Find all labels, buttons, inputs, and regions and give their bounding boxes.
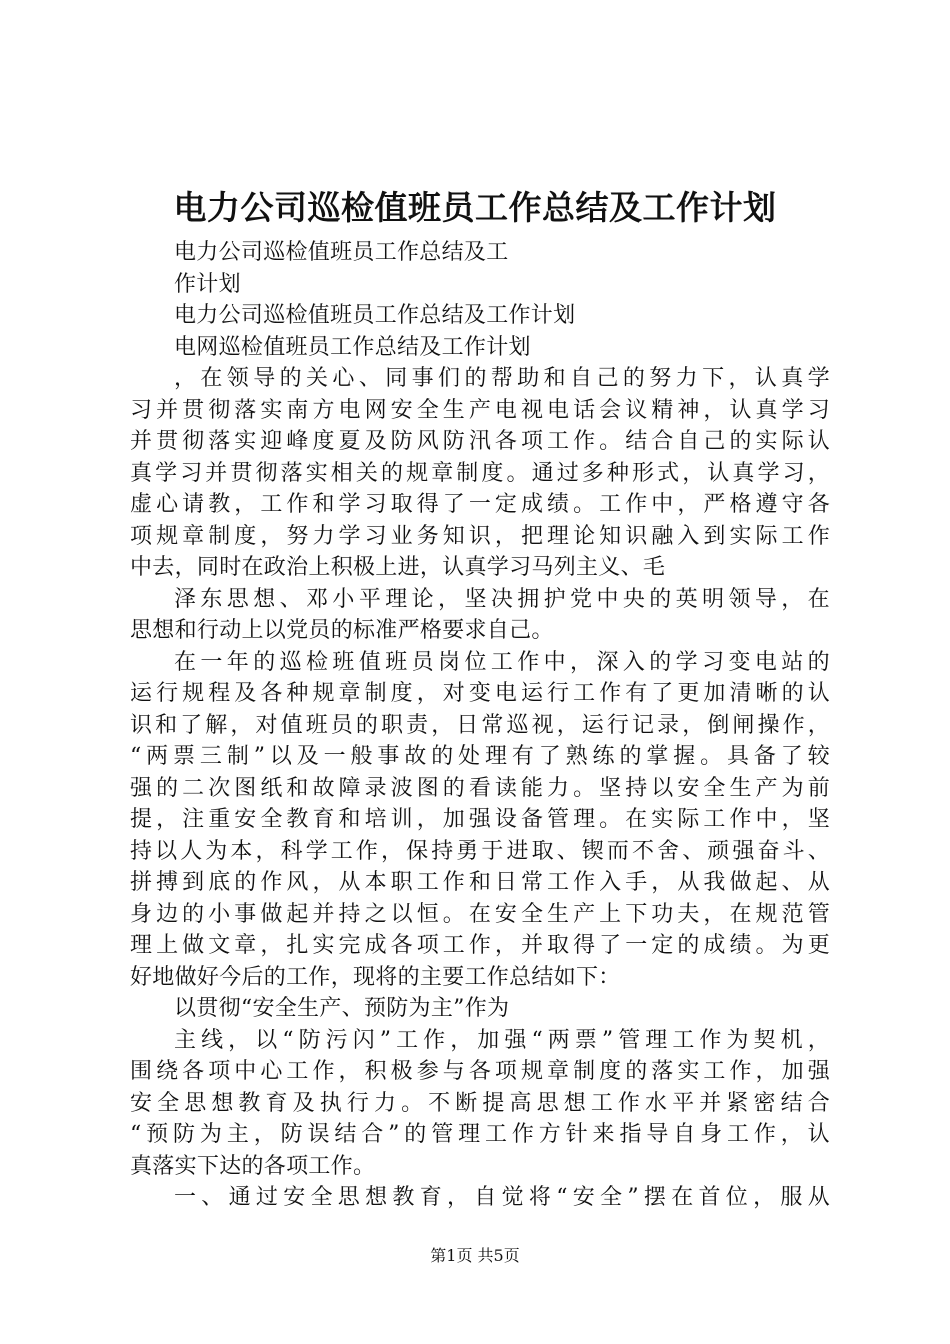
text-line: 运行规程及各种规章制度，对变电运行工作有了更加清晰的认 <box>130 681 830 706</box>
text-line: 中去，同时在政治上积极上进，认真学习马列主义、毛 <box>130 555 666 580</box>
text-line: 提，注重安全教育和培训，加强设备管理。在实际工作中，坚 <box>130 807 830 832</box>
text-line: 并贯彻落实迎峰度夏及防风防汛各项工作。结合自己的实际认 <box>130 429 830 454</box>
text-line: 思想和行动上以党员的标准严格要求自己。 <box>130 618 554 643</box>
text-line: 拼搏到底的作风，从本职工作和日常工作入手，从我做起、从 <box>130 870 830 895</box>
text-line: 习并贯彻落实南方电网安全生产电视电话会议精神，认真学习 <box>130 397 830 423</box>
text-line: 真落实下达的各项工作。 <box>130 1153 376 1179</box>
text-line: 项规章制度，努力学习业务知识，把理论知识融入到实际工作 <box>130 523 830 549</box>
text-line: 强的二次图纸和故障录波图的看读能力。坚持以安全生产为前 <box>130 775 830 801</box>
text-line: 身边的小事做起并持之以恒。在安全生产上下功夫，在规范管 <box>130 901 830 927</box>
text-line: ，在领导的关心、同事们的帮助和自己的努力下，认真学 <box>174 366 830 391</box>
text-line: “两票三制”以及一般事故的处理有了熟练的掌握。具备了较 <box>130 744 830 769</box>
text-line: 主线，以“防污闪”工作，加强“两票”管理工作为契机， <box>174 1027 830 1053</box>
document-body <box>130 237 830 1214</box>
text-line: 理上做文章，扎实完成各项工作，并取得了一定的成绩。为更 <box>130 933 830 958</box>
text-line: “预防为主，防误结合”的管理工作方针来指导自身工作，认 <box>130 1122 830 1147</box>
text-line: 好地做好今后的工作，现将的主要工作总结如下： <box>130 964 621 990</box>
text-line: 电力公司巡检值班员工作总结及工作计划 <box>174 303 576 328</box>
text-line: 电力公司巡检值班员工作总结及工 <box>174 240 509 265</box>
text-line: 虚心请教，工作和学习取得了一定成绩。工作中，严格遵守各 <box>130 492 830 517</box>
text-line: 一、通过安全思想教育，自觉将“安全”摆在首位，服从 <box>174 1185 830 1210</box>
document-title: 电力公司巡检值班员工作总结及工作计划 <box>173 188 777 227</box>
text-line: 以贯彻“安全生产、预防为主”作为 <box>174 996 510 1021</box>
text-line: 电网巡检值班员工作总结及工作计划 <box>174 334 531 360</box>
text-line: 泽东思想、邓小平理论，坚决拥护党中央的英明领导，在 <box>174 586 830 612</box>
text-line: 真学习并贯彻落实相关的规章制度。通过多种形式，认真学习， <box>130 460 830 486</box>
text-line: 持以人为本，科学工作，保持勇于进取、锲而不舍、顽强奋斗、 <box>130 838 830 864</box>
text-line: 识和了解，对值班员的职责，日常巡视，运行记录，倒闸操作， <box>130 712 830 738</box>
text-line: 围绕各项中心工作，积极参与各项规章制度的落实工作，加强 <box>130 1059 830 1084</box>
page-number: 第1页 共5页 <box>430 1246 520 1265</box>
text-line: 作计划 <box>174 271 241 297</box>
text-line: 安全思想教育及执行力。不断提高思想工作水平并紧密结合 <box>130 1090 830 1116</box>
text-line: 在一年的巡检班值班员岗位工作中，深入的学习变电站的 <box>174 649 830 675</box>
